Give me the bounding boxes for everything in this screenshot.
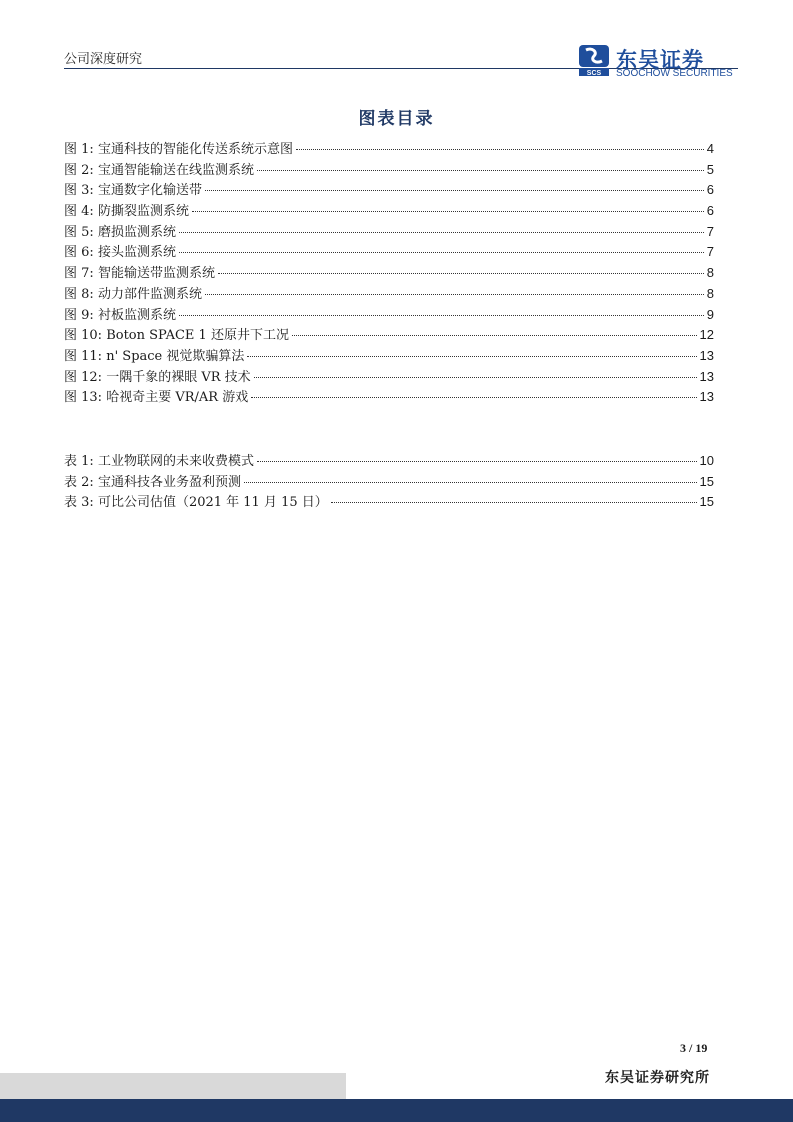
entry-page: 7 (706, 244, 714, 260)
entry-number: 表 1: (64, 454, 94, 469)
entry-title: 衬板监测系统 (97, 307, 176, 323)
report-type-label: 公司深度研究 (64, 52, 143, 67)
dot-leader (251, 397, 696, 398)
entry-number: 图 4: (64, 204, 94, 220)
entry-title: 宝通智能输送在线监测系统 (97, 162, 254, 178)
entry-title: 智能输送带监测系统 (97, 266, 215, 282)
entry-title: n' Space 视觉欺骗算法 (106, 348, 245, 364)
toc-entry[interactable] (64, 262, 714, 283)
entry-page: 13 (699, 347, 714, 363)
dot-leader (292, 335, 697, 336)
entry-page: 10 (699, 453, 714, 468)
toc-entry[interactable] (64, 386, 714, 407)
entry-title: Boton SPACE 1 还原井下工况 (106, 328, 289, 344)
entry-number: 图 3: (64, 183, 94, 199)
toc-entry[interactable] (64, 221, 714, 242)
footer-navy-bar (0, 1099, 793, 1122)
toc-entry[interactable] (64, 450, 714, 471)
entry-number: 图 13: (64, 390, 103, 406)
dot-leader (218, 273, 704, 274)
entry-number: 表 2: (64, 474, 94, 490)
logo-name-en: SOOCHOW SECURITIES (616, 68, 733, 79)
entry-number: 图 6: (64, 245, 94, 261)
toc-entry[interactable] (64, 491, 714, 512)
entry-number: 图 9: (64, 307, 94, 323)
entry-page: 12 (699, 327, 714, 343)
entry-title: 工业物联网的未来收费模式 (97, 454, 254, 469)
scs-logo-icon (578, 44, 610, 76)
dot-leader (257, 461, 697, 462)
dot-leader (205, 294, 704, 295)
toc-entry[interactable] (64, 241, 714, 262)
dot-leader (192, 211, 704, 212)
entry-page: 15 (699, 494, 714, 510)
entry-title: 可比公司估值（2021 年 11 月 15 日） (97, 495, 328, 511)
dot-leader (331, 502, 697, 503)
entry-title: 防撕裂监测系统 (97, 204, 189, 220)
toc-entry[interactable] (64, 471, 714, 492)
entry-page: 6 (706, 182, 714, 198)
dot-leader (254, 377, 697, 378)
footer-gray-bar (0, 1073, 346, 1099)
toc-entry[interactable] (64, 159, 714, 180)
toc-entry[interactable] (64, 345, 714, 366)
entry-number: 图 2: (64, 162, 94, 178)
figure-list (64, 138, 714, 407)
entry-title: 一隅千象的裸眼 VR 技术 (106, 369, 251, 385)
toc-entry[interactable] (64, 324, 714, 345)
toc-title: 图表目录 (358, 109, 435, 129)
dot-leader (179, 232, 704, 233)
entry-number: 表 3: (64, 495, 94, 511)
entry-number: 图 1: (64, 142, 94, 157)
entry-page: 5 (706, 161, 714, 177)
toc-entry[interactable] (64, 138, 714, 159)
entry-page: 4 (706, 141, 714, 156)
soochow-logo (578, 44, 738, 80)
entry-number: 图 5: (64, 224, 94, 240)
entry-title: 宝通数字化输送带 (97, 183, 202, 199)
entry-number: 图 10: (64, 328, 103, 344)
entry-page: 8 (706, 265, 714, 281)
entry-page: 15 (699, 473, 714, 489)
entry-page: 9 (706, 306, 714, 322)
entry-title: 磨损监测系统 (97, 224, 176, 240)
logo-name-cn: 东吴证券 (616, 48, 704, 72)
entry-page: 6 (706, 203, 714, 219)
entry-title: 宝通科技的智能化传送系统示意图 (97, 142, 293, 157)
entry-title: 接头监测系统 (97, 245, 176, 261)
entry-title: 动力部件监测系统 (97, 286, 202, 302)
dot-leader (205, 190, 704, 191)
dot-leader (179, 315, 704, 316)
toc-entry[interactable] (64, 304, 714, 325)
dot-leader (257, 170, 704, 171)
dot-leader (244, 482, 697, 483)
page-number: 3 / 19 (680, 1041, 708, 1055)
logo-mark-text: SCS (586, 70, 602, 76)
entry-number: 图 11: (64, 348, 103, 364)
toc-entry[interactable] (64, 179, 714, 200)
table-list (64, 450, 714, 512)
entry-title: 宝通科技各业务盈利预测 (97, 474, 241, 490)
dot-leader (247, 356, 696, 357)
entry-page: 13 (699, 389, 714, 405)
entry-number: 图 12: (64, 369, 103, 385)
toc-entry[interactable] (64, 283, 714, 304)
entry-title: 哈视奇主要 VR/AR 游戏 (106, 390, 249, 406)
entry-page: 13 (699, 368, 714, 384)
entry-number: 图 7: (64, 266, 94, 282)
footer-org-name: 东吴证券研究所 (605, 1070, 710, 1086)
entry-page: 8 (706, 285, 714, 301)
entry-page: 7 (706, 223, 714, 239)
entry-number: 图 8: (64, 286, 94, 302)
toc-entry[interactable] (64, 200, 714, 221)
dot-leader (296, 149, 704, 150)
dot-leader (179, 252, 704, 253)
toc-entry[interactable] (64, 366, 714, 387)
